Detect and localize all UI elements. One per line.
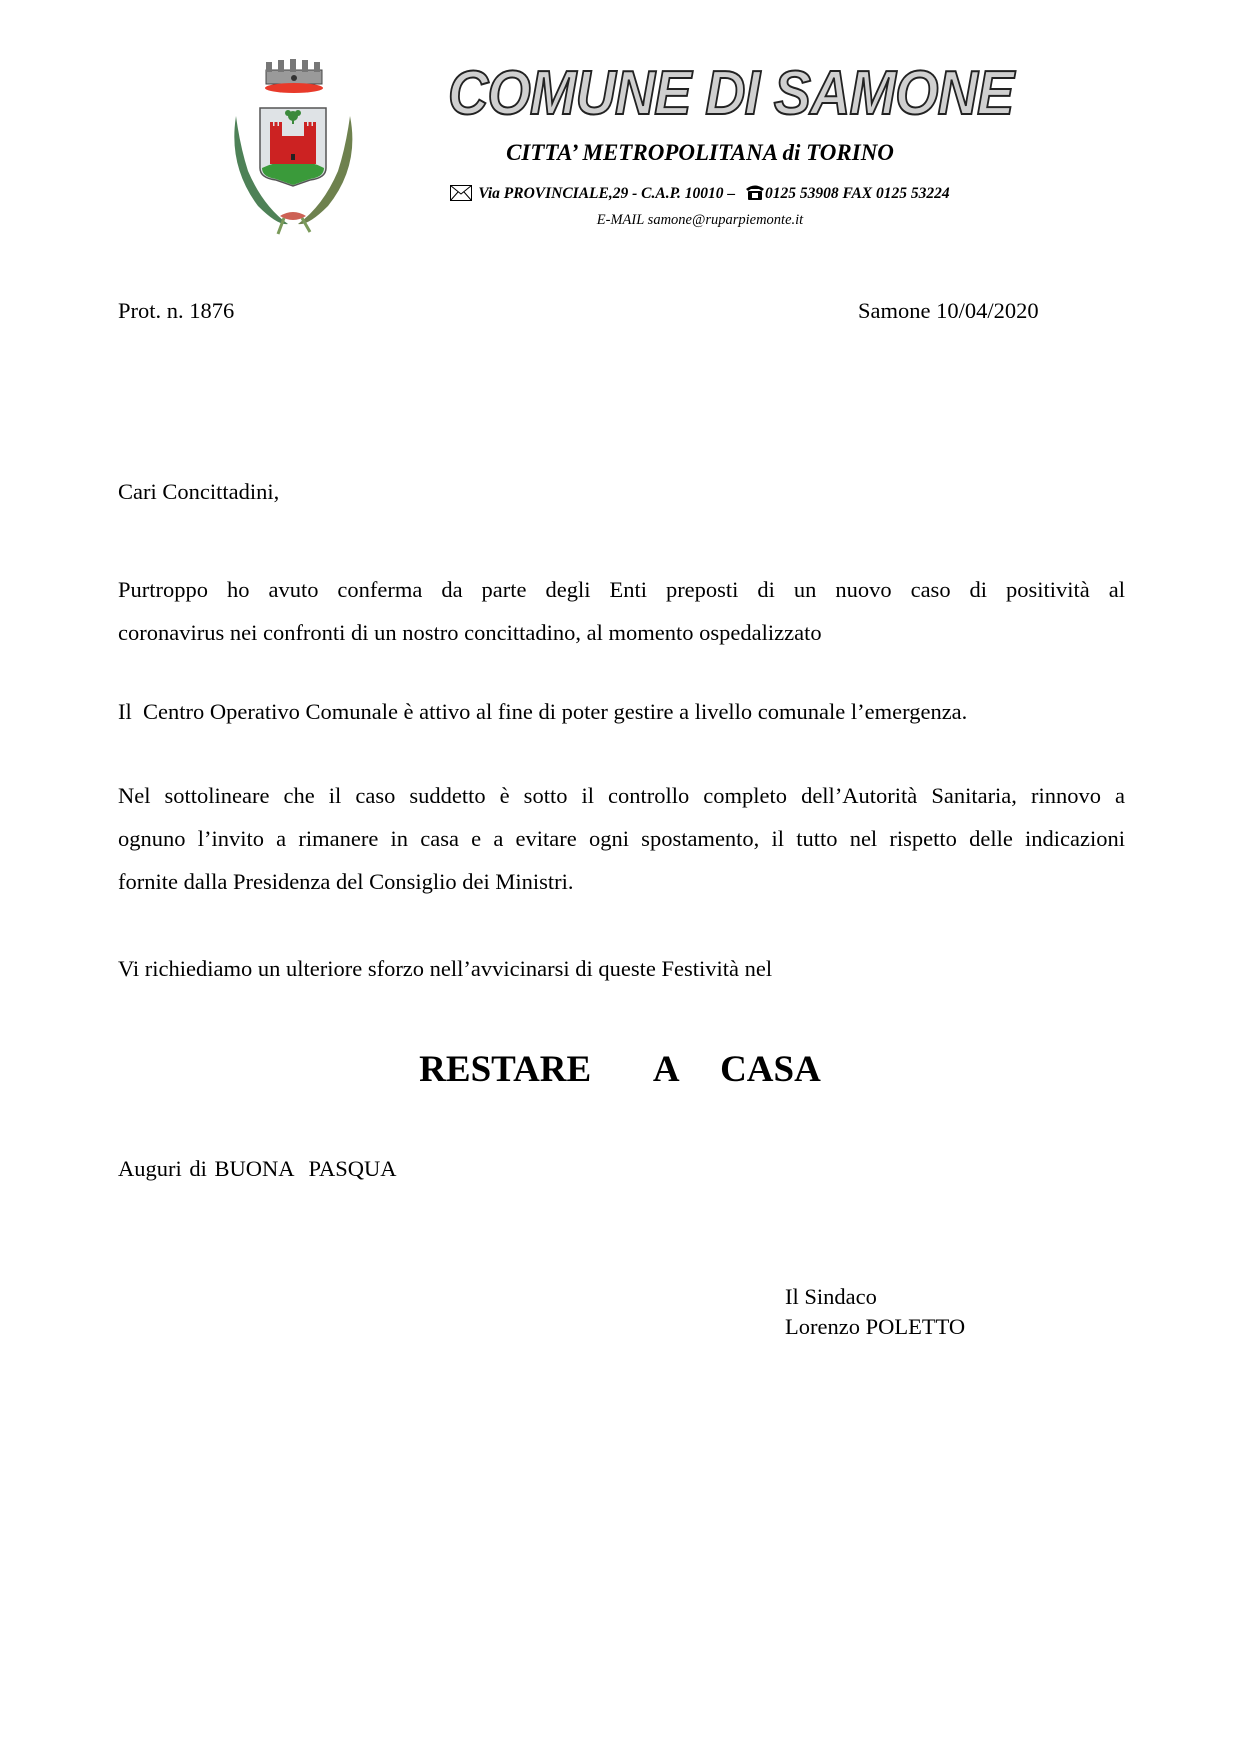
paragraph-line: Vi richiediamo un ulteriore sforzo nell’avvicinarsi di queste Festività nel — [118, 956, 773, 981]
easter-wishes: Auguri di BUONA PASQUA — [118, 1156, 397, 1181]
crown-icon — [265, 59, 323, 93]
email-line: E-MAIL samone@ruparpiemonte.it — [596, 212, 804, 228]
ribbon-icon — [278, 212, 310, 234]
signature-role: Il Sindaco — [785, 1284, 877, 1309]
shield-icon — [260, 108, 326, 186]
contact-line — [420, 183, 980, 203]
municipality-title: COMUNE DI SAMONE — [448, 59, 1014, 128]
telephone-icon — [745, 183, 765, 201]
paragraph — [118, 690, 1125, 733]
coat-of-arms — [218, 56, 368, 238]
address-text: Via PROVINCIALE,29 - C.A.P. 10010 – — [478, 185, 736, 202]
paragraph-line: ognuno l’invito a rimanere in casa e a evitare ogni spostamento, il tutto nel rispetto delle indicazioni — [118, 826, 1125, 851]
signature-name: Lorenzo POLETTO — [785, 1314, 966, 1339]
envelope-icon — [450, 185, 472, 201]
paragraph-line: fornite dalla Presidenza del Consiglio dei Ministri. — [118, 869, 574, 894]
place-date: Samone 10/04/2020 — [858, 298, 1039, 323]
paragraph — [118, 568, 1125, 654]
paragraph-line: coronavirus nei confronti di un nostro concittadino, al momento ospedalizzato — [118, 620, 822, 645]
paragraph-line: Il Centro Operativo Comunale è attivo al fine di poter gestire a livello comunale l’emergenza. — [118, 699, 968, 724]
municipality-subtitle: CITTA’ METROPOLITANA di TORINO — [506, 140, 894, 165]
paragraph — [118, 774, 1125, 903]
protocol-number: Prot. n. 1876 — [118, 298, 235, 323]
headline: RESTARE A CASA — [419, 1049, 821, 1090]
paragraph — [118, 947, 1125, 990]
paragraph-line: Nel sottolineare che il caso suddetto è sotto il controllo completo dell’Autorità Sanitaria, rinnovo a — [118, 783, 1125, 808]
greeting: Cari Concittadini, — [118, 479, 280, 504]
phone-fax-text: 0125 53908 FAX 0125 53224 — [765, 185, 950, 202]
paragraph-line: Purtroppo ho avuto conferma da parte degli Enti preposti di un nuovo caso di positività al — [118, 577, 1125, 602]
